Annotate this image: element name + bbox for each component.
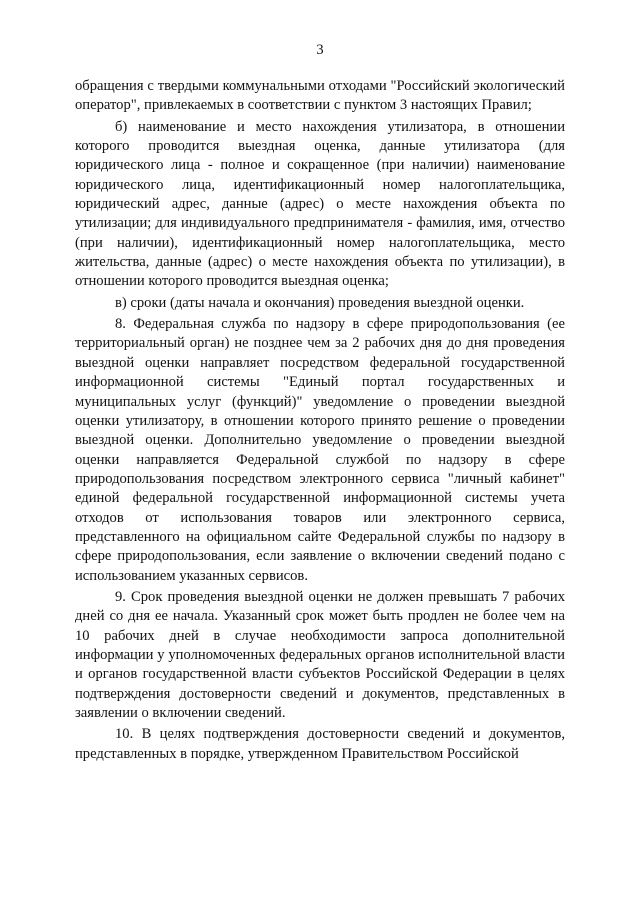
- paragraph-item-b: б) наименование и место нахождения утилизатора, в отношении которого проводится выездная оценка, данные утилизатора (для юридического лица - полное и сокращенное (при наличии) наименование юридического лица, идентификационный номер налогоплательщика, юридический адрес, данные (адрес) о месте нахождения объекта по утилизации; для индивидуального предпринимателя - фамилия, имя, отчество (при наличии), идентификационный номер налогоплательщика, место жительства, данные (адрес) о месте нахождения объекта по утилизации), в отношении которого проводится выездная оценка;: [75, 118, 565, 290]
- paragraph-section-10: 10. В целях подтверждения достоверности сведений и документов, представленных в порядке, утвержденном Правительством Российской: [75, 726, 565, 762]
- paragraph-continuation: обращения с твердыми коммунальными отходами "Российский экологический оператор", привлекаемых в соответствии с пунктом 3 настоящих Правил;: [75, 78, 565, 114]
- paragraph-item-v: в) сроки (даты начала и окончания) проведения выездной оценки.: [115, 294, 525, 311]
- document-body: [75, 77, 565, 766]
- paragraph-section-9: 9. Срок проведения выездной оценки не должен превышать 7 рабочих дней со дня ее начала. Указанный срок может быть продлен не более чем на 10 рабочих дней в случае необходимости запроса дополнительной информации у уполномоченных федеральных органов исполнительной власти и органов государственной власти субъектов Российской Федерации в целях подтверждения достоверности сведений и документов, представленных в заявлении о включении сведений.: [75, 588, 565, 721]
- paragraph-section-8: 8. Федеральная служба по надзору в сфере природопользования (ее территориальный орган) не позднее чем за 2 рабочих дня до дня проведения выездной оценки направляет посредством федеральной государственной информационной системы "Единый портал государственных и муниципальных услуг (функций)" уведомление о проведении выездной оценки утилизатору, в отношении которого принято решение о проведении выездной оценки. Дополнительно уведомление о проведении выездной оценки направляется Федеральной службой по надзору в сфере природопользования посредством электронного сервиса "личный кабинет" единой федеральной государственной информационной системы учета отходов от использования товаров или электронного сервиса, представленного на официальном сайте Федеральной службы по надзору в сфере природопользования, если заявление о включении сведений подано с использованием указанных сервисов.: [75, 316, 565, 584]
- page-number: 3: [316, 42, 324, 58]
